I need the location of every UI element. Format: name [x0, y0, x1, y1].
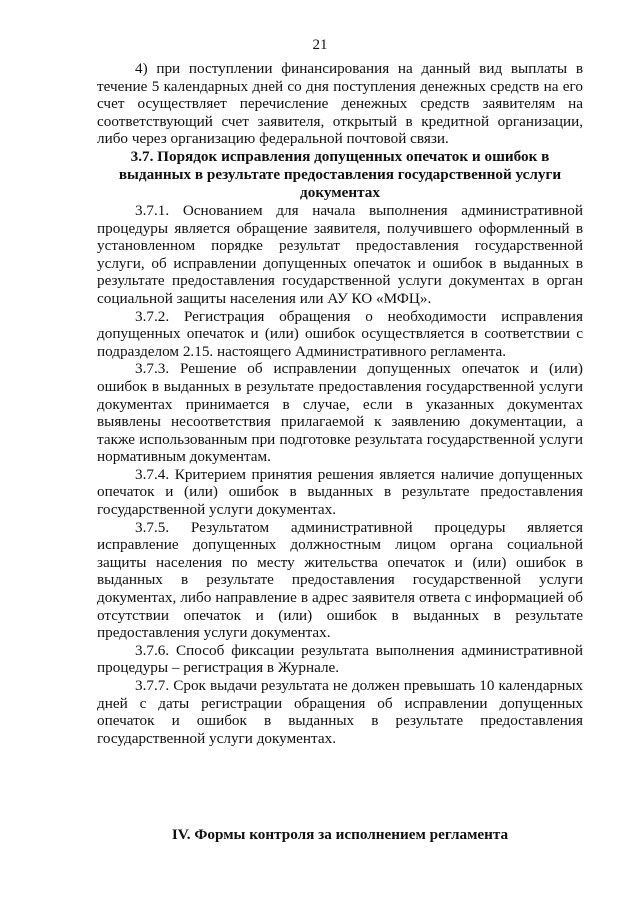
paragraph-3-7-2: 3.7.2. Регистрация обращения о необходимости исправления допущенных опечаток и (или) ошибок осуществляется в соответствии с подразделом 2.15. настоящего Административного регламента.: [97, 307, 583, 360]
document-body: [97, 60, 583, 747]
page-number: 21: [312, 37, 328, 53]
paragraph-3-7-1: 3.7.1. Основанием для начала выполнения административной процедуры является обращение заявителя, получившего оформленный в установленном порядке результат предоставления государственной услуги, об исправлении допущенных опечаток и ошибок в выданных в результате предоставления государственной услуги документах в орган социальной защиты населения или АУ КО «МФЦ».: [97, 201, 583, 307]
section-heading-iv: IV. Формы контроля за исполнением регламента: [171, 826, 509, 843]
paragraph-3-7-4: 3.7.4. Критерием принятия решения является наличие допущенных опечаток и (или) ошибок в выданных в результате предоставления государственной услуги документах.: [97, 465, 583, 519]
section-heading-3-7: 3.7. Порядок исправления допущенных опечаток и ошибок в выданных в результате предоставления государственной услуги документах: [118, 147, 562, 201]
paragraph-3-7-5: 3.7.5. Результатом административной процедуры является исправление допущенных должностным лицом органа социальной защиты населения по месту жительства опечаток и (или) ошибок в выданных в результате предоставления государственной услуги документах, либо направление в адрес заявителя ответа с информацией об отсутствии опечаток и (или) ошибок в выданных в результате предоставления услуги документах.: [97, 518, 583, 642]
paragraph-3-7-6: 3.7.6. Способ фиксации результата выполнения административной процедуры – регистрация в Журнале.: [97, 641, 583, 677]
paragraph-3-7-3: 3.7.3. Решение об исправлении допущенных опечаток и (или) ошибок в выданных в результате предоставления государственной услуги документах принимается в случае, если в указанных документах выявлены несоответствия прилагаемой к заявлению документации, а также использованным при подготовке результата государственной услуги нормативным документам.: [97, 360, 583, 466]
intro-paragraph: 4) при поступлении финансирования на данный вид выплаты в течение 5 календарных дней со дня поступления денежных средств на его счет осуществляет перечисление денежных средств заявителям на соответствующий счет заявителя, открытый в кредитной организации, либо через организацию федеральной почтовой связи.: [97, 60, 583, 148]
paragraph-3-7-7: 3.7.7. Срок выдачи результата не должен превышать 10 календарных дней с даты регистрации обращения об исправлении допущенных опечаток и ошибок в выданных в результате предоставления государственной услуги документах.: [97, 677, 583, 747]
